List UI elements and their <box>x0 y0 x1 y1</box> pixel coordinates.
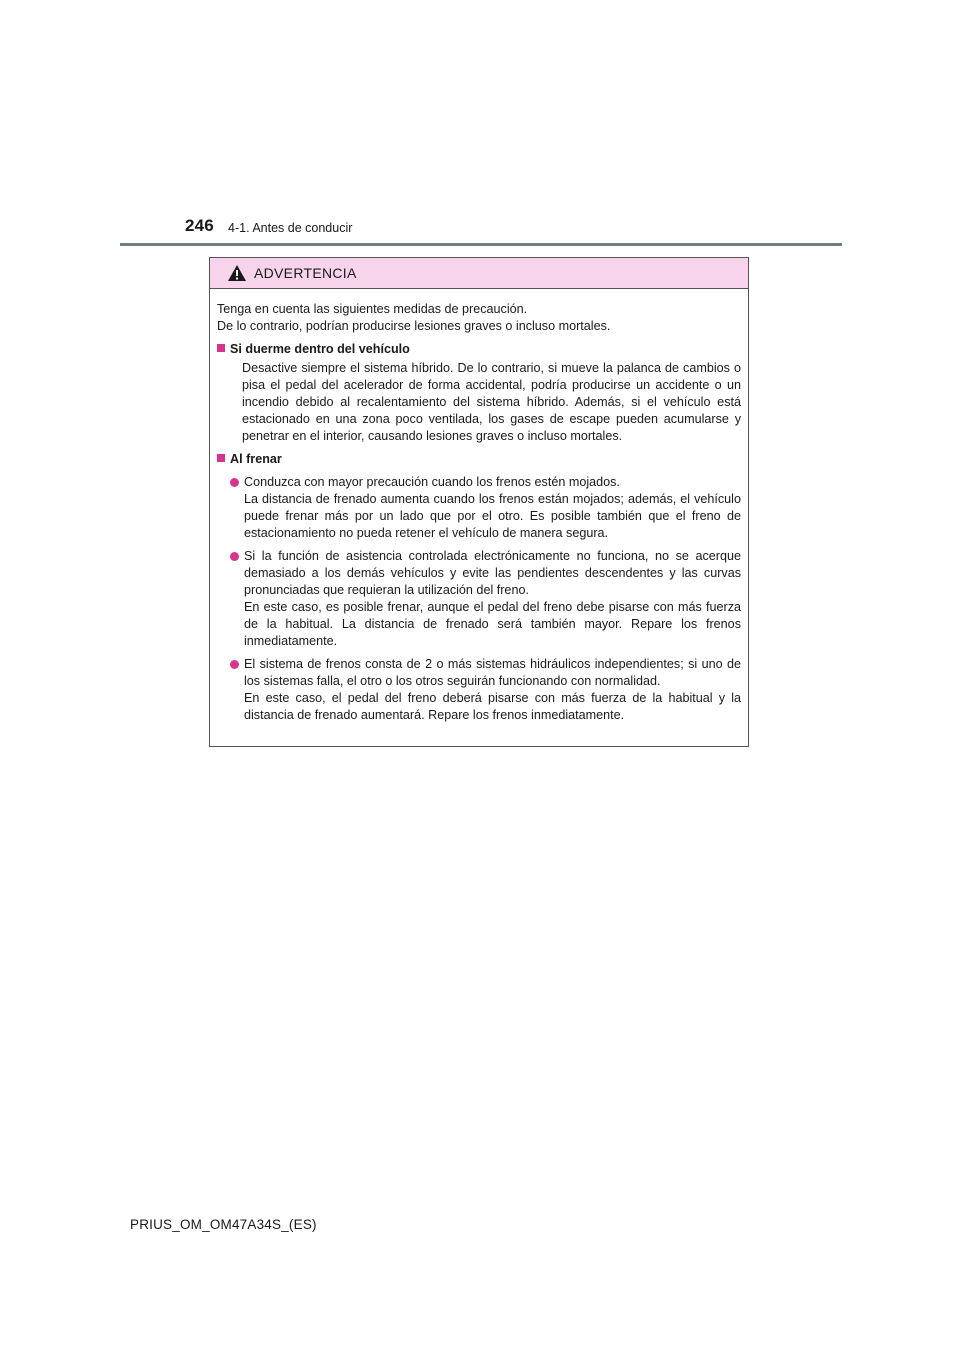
circle-bullet-icon <box>230 478 239 487</box>
square-bullet-icon <box>217 454 225 462</box>
circle-bullet-icon <box>230 552 239 561</box>
circle-bullet-icon <box>230 660 239 669</box>
warning-box <box>209 257 749 747</box>
list-item-text <box>244 656 741 724</box>
square-bullet-icon <box>217 344 225 352</box>
topic-heading-text: Si duerme dentro del vehículo <box>230 342 410 356</box>
topic-heading <box>217 341 741 358</box>
document-code: PRIUS_OM_OM47A34S_(ES) <box>130 1217 317 1232</box>
list-item-line: La distancia de frenado aumenta cuando los frenos están mojados; además, el vehículo puede frenar más por un lado que por el otro. Es posible también que el freno de estacionamiento no pueda retener el vehículo de manera segura. <box>244 492 741 540</box>
intro-line: De lo contrario, podrían producirse lesiones graves o incluso mortales. <box>217 319 611 333</box>
list-item-line: Si la función de asistencia controlada electrónicamente no funciona, no se acerque demasiado a los demás vehículos y evite las pendientes descendentes y las curvas pronunciadas que requieran la utilización del freno. <box>244 549 741 597</box>
topic-paragraph: Desactive siempre el sistema híbrido. De lo contrario, si mueve la palanca de cambios o pisa el pedal del acelerador de forma accidental, podría producirse un accidente o un incendio debido al recalentamiento del sistema híbrido. Además, si el vehículo está estacionado en una zona poco ventilada, los gases de escape pueden acumularse y penetrar en el interior, causando lesiones graves o incluso mortales. <box>242 361 741 443</box>
warning-body <box>210 289 748 724</box>
list-item <box>230 548 741 650</box>
list-item-line: En este caso, el pedal del freno deberá pisarse con más fuerza de la habitual y la distancia de frenado aumentará. Repare los frenos inmediatamente. <box>244 691 741 722</box>
topic-heading-text: Al frenar <box>230 452 282 466</box>
list-item-text <box>244 474 741 542</box>
list-item-line: El sistema de frenos consta de 2 o más sistemas hidráulicos independientes; si uno de los sistemas falla, el otro o los otros seguirán funcionando con normalidad. <box>244 657 741 688</box>
page-number: 246 <box>185 216 214 235</box>
warning-triangle-icon <box>227 264 247 282</box>
topic-heading <box>217 451 741 468</box>
list-item-line: En este caso, es posible frenar, aunque el pedal del freno debe pisarse con más fuerza de la habitual. La distancia de frenado será también mayor. Repare los frenos inmediatamente. <box>244 600 741 648</box>
topic-sleeping-in-vehicle <box>217 341 741 445</box>
warning-header <box>210 258 748 289</box>
warning-title: ADVERTENCIA <box>254 265 357 281</box>
intro-line: Tenga en cuenta las siguientes medidas de precaución. <box>217 302 528 316</box>
list-item <box>230 474 741 542</box>
header-rule <box>120 243 842 246</box>
topic-braking <box>217 451 741 724</box>
section-title: 4-1. Antes de conducir <box>228 221 353 235</box>
list-item <box>230 656 741 724</box>
list-item-line: Conduzca con mayor precaución cuando los frenos estén mojados. <box>244 475 620 489</box>
list-item-text <box>244 548 741 650</box>
